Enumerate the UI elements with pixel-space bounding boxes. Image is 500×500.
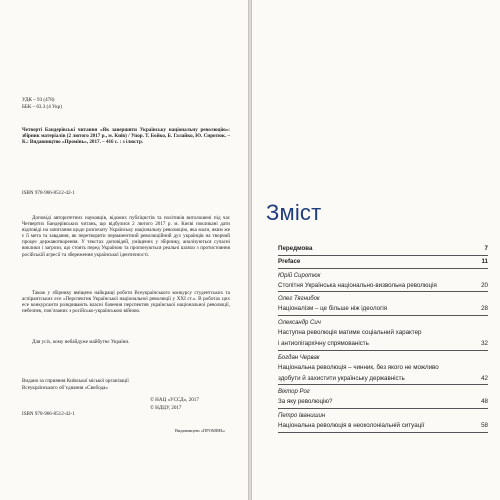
toc-entry-tiahnybok[interactable] <box>278 304 488 315</box>
toc-author: Петро Іванишин <box>278 413 326 420</box>
toc-entry-foreword[interactable] <box>278 244 488 255</box>
toc-author: Богдан Червак <box>278 354 320 361</box>
table-of-contents <box>278 244 488 432</box>
toc-entry-chervak[interactable] <box>278 363 488 374</box>
toc-title: і антиолігархічну спрямованість <box>278 339 369 347</box>
toc-entry-preface[interactable] <box>278 257 488 268</box>
toc-title: Столітня Українська національно-визвольна революція <box>278 281 437 289</box>
abstract-paragraph-1: Доповіді авторитетних науковців, відомих публіцистів та політиків виголошені під час Четвертих Бандерівських читань, що відбулися 2 лютого 2017 р. м. Києві покликані дати відповіді на запитання щодо розпочату Українську національну революцію, яка мали, яким же є її мета та завдання, як перетворити перманентний революційний дух українців на творчий процес державотворення. У текстах доповідей, уміщених у збірнику, аналізуються сучасні виклики і загрози, що стоять перед Україною та пропонуються реальні шляхи з протистояння російській агресії та збереження української ідентичності. <box>22 215 230 258</box>
toc-divider <box>278 384 488 385</box>
toc-page: 48 <box>481 398 488 406</box>
toc-author: Олександр Сич <box>278 320 321 327</box>
toc-page: 28 <box>481 305 488 313</box>
toc-divider <box>278 291 488 292</box>
udk-code: УДК – 93 (478) <box>22 97 55 103</box>
support-line-1: Видано за сприяння Київської міської організації <box>22 378 129 384</box>
toc-title: Національна революція – чинник, без якого не можливо <box>278 363 439 371</box>
toc-entry-sirotiuk[interactable] <box>278 281 488 292</box>
toc-entry-roh[interactable] <box>278 397 488 408</box>
toc-divider <box>278 268 488 269</box>
toc-author: Олег Тягнибок <box>278 296 320 303</box>
copyright-nac: © НАЦ «УССД», 2017 <box>150 397 199 403</box>
toc-divider <box>278 350 488 351</box>
isbn-bottom: ISBN 978-966-8512-42-1 <box>22 411 75 417</box>
toc-page: 32 <box>481 339 488 347</box>
toc-page: 7 <box>484 245 488 252</box>
toc-title: Націоналізм – це більше ніж ідеологія <box>278 305 388 313</box>
toc-title: Національна революція в неоколоніальній ситуації <box>278 422 425 430</box>
toc-author: Віктор Рог <box>278 389 310 396</box>
toc-title: здобути й захистити українську державність <box>278 374 405 382</box>
support-line-2: Всеукраїнського об’єднання «Свобода» <box>22 385 108 391</box>
toc-author: Юрій Сиротюк <box>278 272 321 279</box>
toc-entry-sych-line2[interactable] <box>278 339 488 350</box>
toc-heading: Зміст <box>266 200 322 225</box>
isbn-top: ISBN 978-966-8512-42-1 <box>22 190 75 196</box>
toc-title: Наступна революція матиме соціальний характер <box>278 329 422 337</box>
toc-page: 11 <box>481 257 488 265</box>
right-page <box>252 0 500 500</box>
toc-divider <box>278 408 488 409</box>
toc-divider <box>278 315 488 316</box>
left-page <box>0 0 248 500</box>
toc-page: 20 <box>481 281 488 289</box>
abstract-paragraph-2: Також у збірнику вміщено найкращі роботи Всеукраїнського конкурсу студентських та аспірантських есе «Перспектив Української національної революції у ХХІ ст.». В роботах цих есе конкурсанти розкривають власні бачення перспектив української національної революції, небезпек, пов’язаних з російсько-українською війною. <box>22 290 230 315</box>
toc-page: 58 <box>481 422 488 430</box>
abstract-paragraph-3: Для усіх, кому небайдуже майбутнє України. <box>32 339 130 345</box>
toc-page: 42 <box>481 374 488 382</box>
toc-title: За яку революцію? <box>278 398 333 406</box>
toc-title: Передмова <box>278 245 313 252</box>
toc-entry-ivanyshyn[interactable] <box>278 421 488 432</box>
publisher-label: Видавництво «ПРОМІНЬ» <box>175 428 226 433</box>
toc-divider <box>278 255 488 256</box>
toc-entry-sych[interactable] <box>278 328 488 339</box>
bibliographic-description: Четверті Бандерівські читання «Як завершити Українську національну революцію»: збірник матеріалів (2 лютого 2017 р., м. Київ) / Упор. Т. Бойко, Б. Галайко, Ю. Сиротюк. – К.: Видавництво «Промінь», 2017. – 416 с. : з ілюстр. <box>22 127 230 146</box>
bbk-code: ББК – 63.3 (4 Укр) <box>22 104 62 110</box>
toc-entry-chervak-line2[interactable] <box>278 374 488 385</box>
toc-divider <box>278 432 488 433</box>
copyright-ndcu: © НДЦУ, 2017 <box>150 405 182 411</box>
toc-title: Preface <box>278 257 301 265</box>
